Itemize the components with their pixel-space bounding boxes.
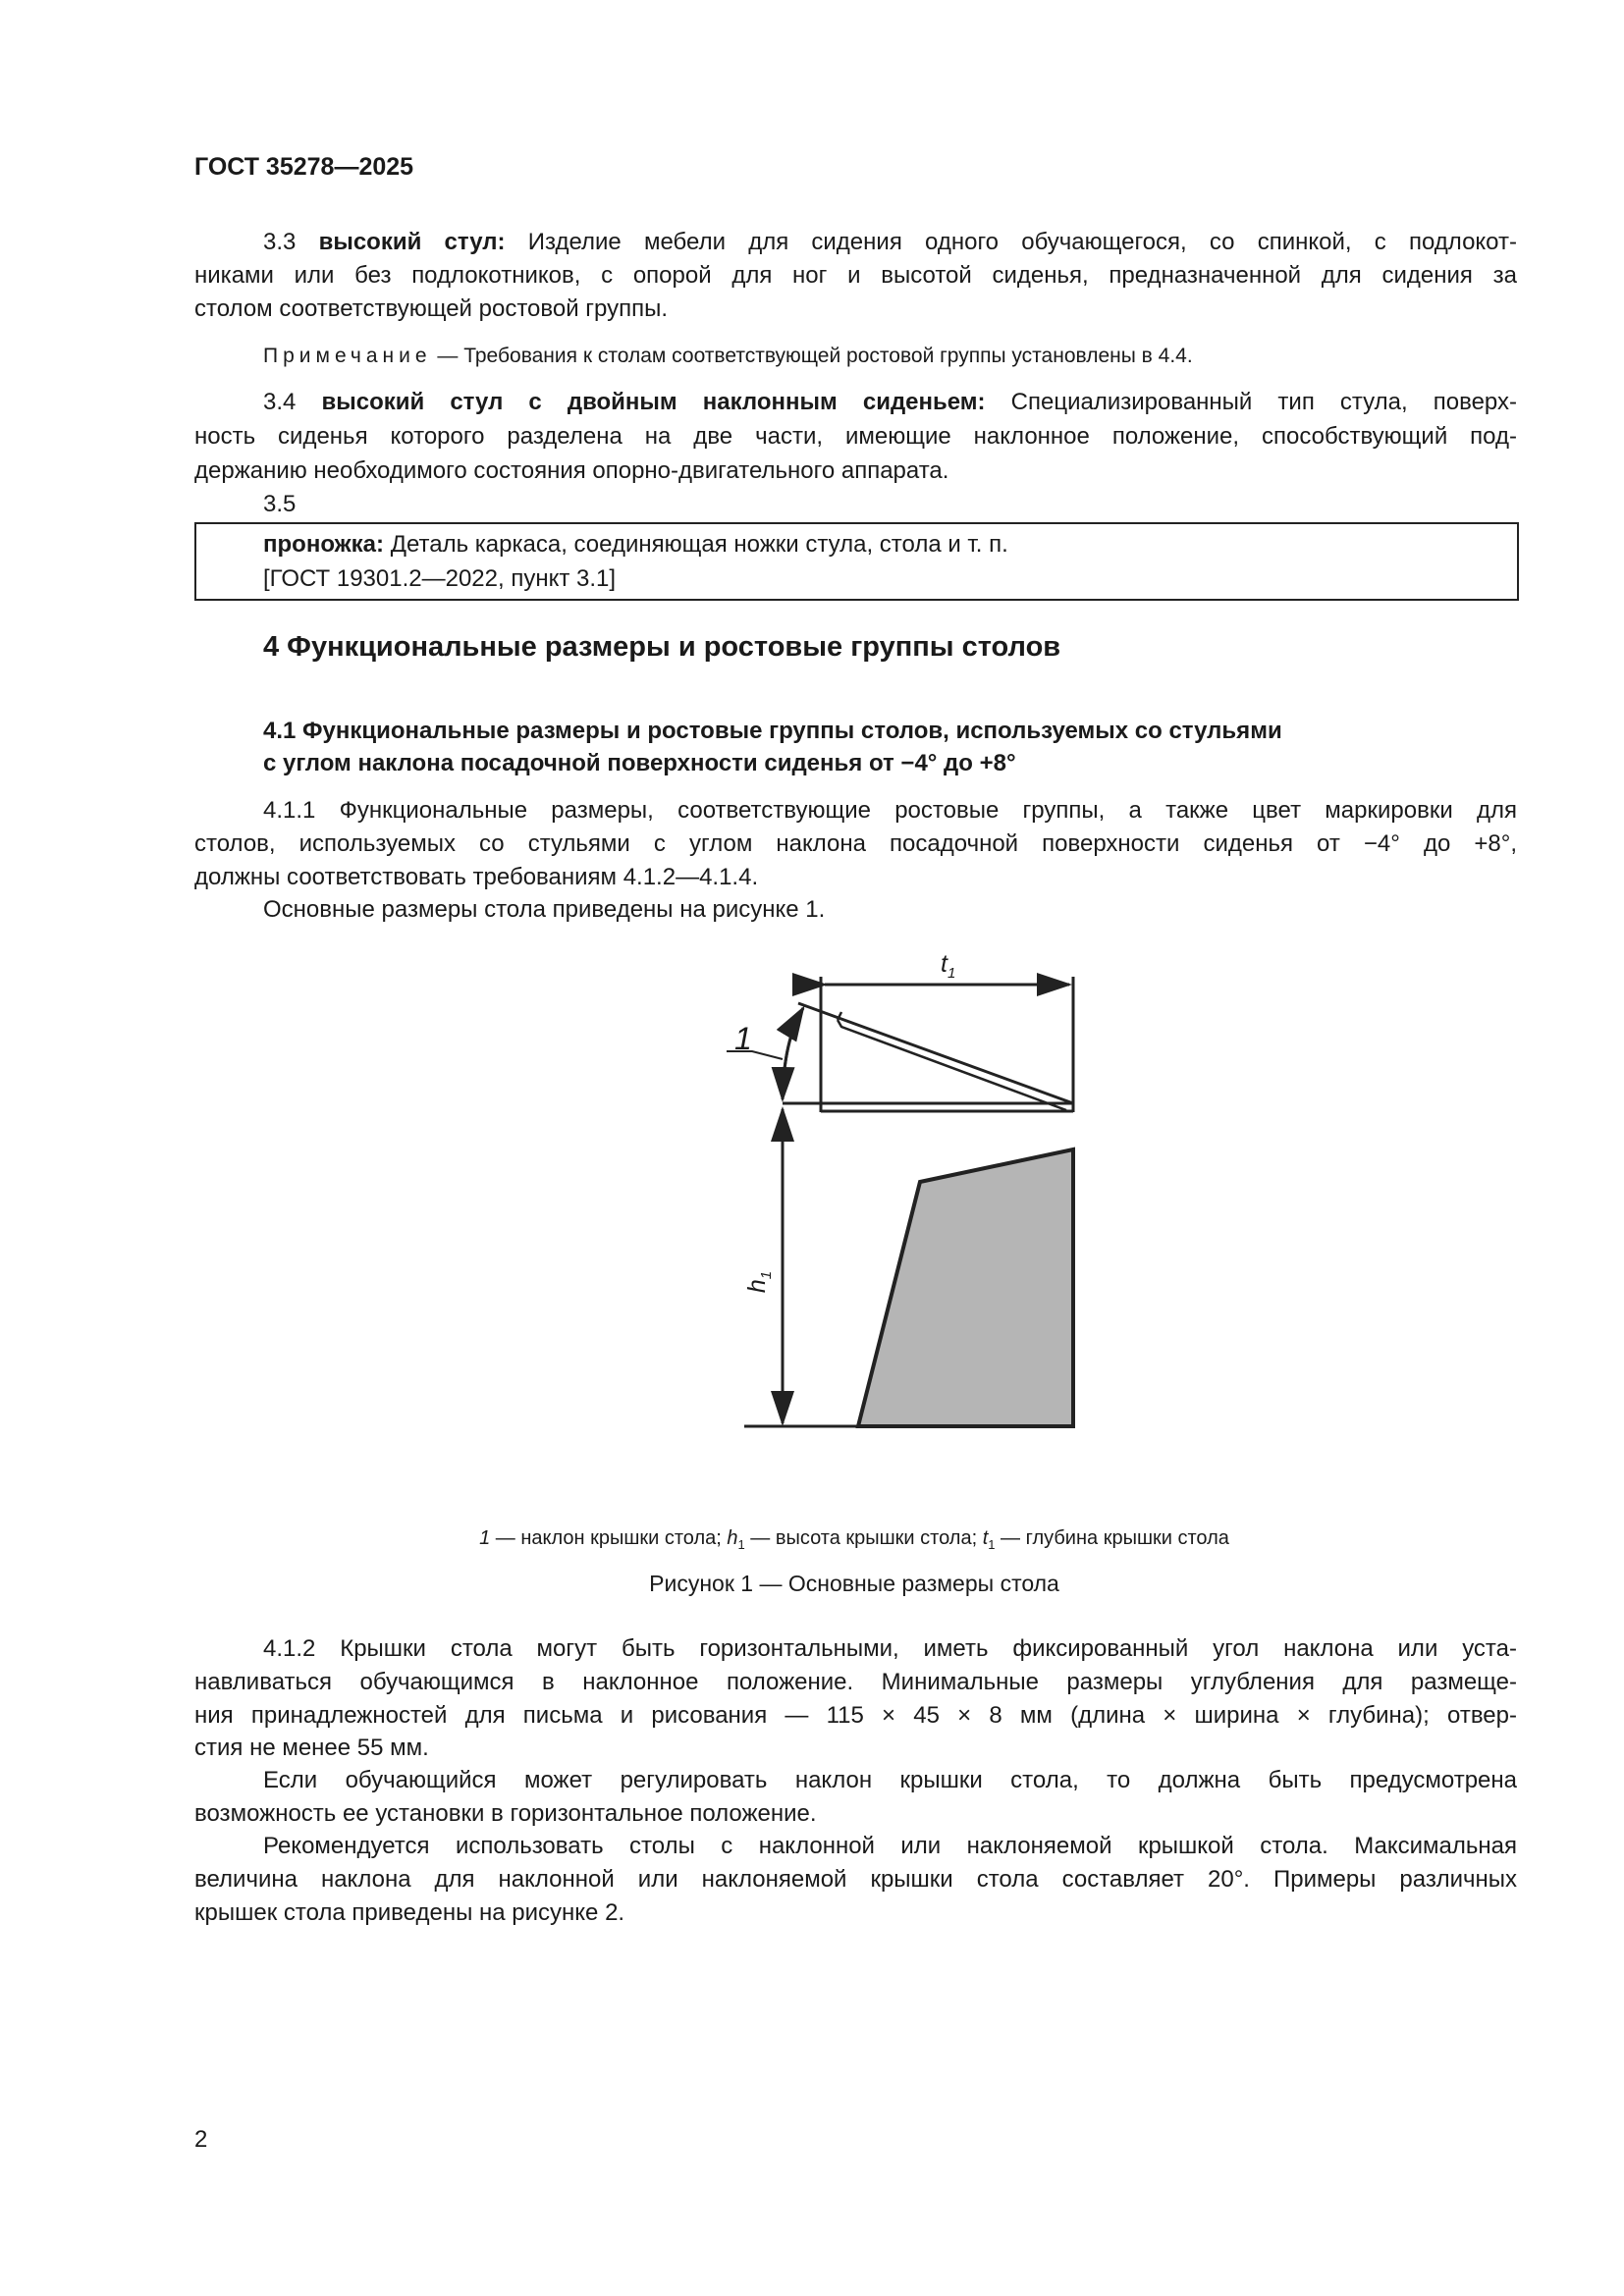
p411-line: должны соответствовать требованиям 4.1.2—4.1.4. — [194, 864, 759, 890]
note-label: Примечание — [263, 345, 432, 367]
s34-line: держанию необходимого состояния опорно-двигательного аппарата. — [194, 457, 949, 484]
page-number: 2 — [194, 2126, 208, 2153]
p-rec-line: Рекомендуется использовать столы с наклонной или наклоняемой крышкой стола. Максимальная — [263, 1833, 1517, 1859]
heading-line: 4.1 Функциональные размеры и ростовые группы столов, используемых со стульями — [263, 718, 1282, 744]
text: Деталь каркаса, соединяющая ножки стула, стола и т. п. — [390, 531, 1008, 558]
angle-label: 1 — [734, 1021, 752, 1056]
tabletop-bottom-edge — [838, 1020, 1066, 1110]
p412-line: навливаться обучающимся в наклонное положение. Минимальные размеры углубления для размеще- — [194, 1669, 1517, 1695]
p-rec-line: крышек стола приведены на рисунке 2. — [194, 1899, 625, 1926]
p412-line: ния принадлежностей для письма и рисования — 115 × 45 × 8 мм (длина × ширина × глубина); отвер- — [194, 1702, 1517, 1729]
term: высокий стул с двойным наклонным сиденьем: — [321, 389, 986, 415]
p412-line: стия не менее 55 мм. — [194, 1735, 429, 1761]
s33-line: никами или без подлокотников, с опорой для ног и высотой сиденья, предназначенной для сидения за — [194, 262, 1517, 289]
section-heading: 4 Функциональные размеры и ростовые группы столов — [263, 631, 1061, 663]
p411-line: столов, используемых со стульями с углом наклона посадочной поверхности сиденья от −4° до +8°, — [194, 830, 1517, 857]
t1-label: $t_1$ — [941, 950, 956, 982]
figure-legend: 1 — наклон крышки стола; $h_1$ — высота крышки стола; $t_1$ — глубина крышки стола — [479, 1527, 1229, 1552]
p411-line: 4.1.1 Функциональные размеры, соответствующие ростовые группы, а также цвет маркировки для — [263, 797, 1517, 824]
p-if-line: возможность ее установки в горизонтальное положение. — [194, 1800, 817, 1827]
text: Изделие мебели для сидения одного обучающегося, со спинкой, с подлокот- — [527, 229, 1517, 255]
heading-line: с углом наклона посадочной поверхности сиденья от −4° до +8° — [263, 750, 1016, 776]
term: проножка: — [263, 531, 385, 558]
reference: [ГОСТ 19301.2—2022, пункт 3.1] — [263, 565, 617, 592]
figure-reference: Основные размеры стола приведены на рисунке 1. — [263, 896, 826, 923]
clause-number: 3.3 — [263, 229, 297, 255]
term: высокий стул: — [318, 229, 506, 255]
note-text: — Требования к столам соответствующей ростовой группы установлены в 4.4. — [431, 345, 1193, 367]
s33-line: столом соответствующей ростовой группы. — [194, 295, 669, 322]
document-header: ГОСТ 35278—2025 — [194, 153, 414, 181]
table-support-shape — [858, 1149, 1073, 1426]
text: Специализированный тип стула, поверх- — [1010, 389, 1518, 415]
figure-caption: Рисунок 1 — Основные размеры стола — [649, 1571, 1059, 1596]
p-if-line: Если обучающийся может регулировать наклон крышки стола, то должна быть предусмотрена — [263, 1767, 1517, 1793]
clause-number: 3.5 — [263, 491, 297, 517]
s34-line: ность сиденья которого разделена на две части, имеющие наклонное положение, способствующий под- — [194, 423, 1517, 450]
p-rec-line: величина наклона для наклонной или наклоняемой крышки стола составляет 20°. Примеры различных — [194, 1866, 1517, 1893]
h1-label: $h_1$ — [743, 1270, 776, 1294]
clause-number: 3.4 — [263, 389, 297, 415]
p412-line: 4.1.2 Крышки стола могут быть горизонтальными, иметь фиксированный угол наклона или уста- — [263, 1635, 1517, 1662]
